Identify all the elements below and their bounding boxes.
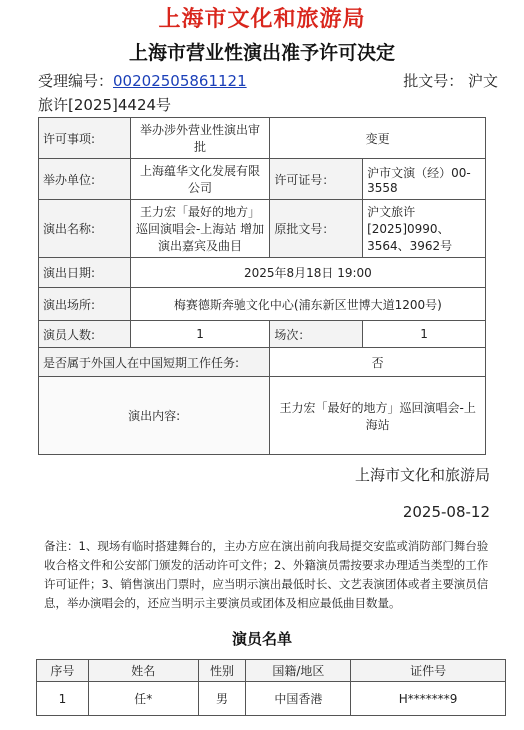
table-row: [39, 118, 486, 159]
approval-label: 批文号：: [403, 72, 464, 90]
receipt-number-link[interactable]: 00202505861121: [113, 72, 247, 90]
agency-header: 上海市文化和旅游局: [158, 7, 366, 32]
original-approval-label: 原批文号：: [270, 200, 363, 258]
header-cell: 性别: [198, 660, 246, 682]
show-name-label: 演出名称:: [39, 200, 131, 258]
venue-value: 梅赛德斯奔驰文化中心(浦东新区世博大道1200号): [130, 288, 485, 321]
performer-count-label: 演员人数:: [39, 321, 131, 348]
header-cell: 姓名: [88, 660, 198, 682]
table-cell: 男: [198, 682, 246, 716]
table-row: [39, 258, 486, 288]
receipt-label: 受理编号：: [38, 72, 114, 90]
table-row: [39, 377, 486, 455]
table-cell: 1: [37, 682, 89, 716]
table-row: [39, 288, 486, 321]
sessions-value: 1: [363, 321, 486, 348]
table-cell: 中国香港: [246, 682, 351, 716]
show-content-value: 王力宏「最好的地方」巡回演唱会-上海站: [270, 377, 486, 455]
header-cell: 证件号: [351, 660, 506, 682]
show-content-label: 演出内容:: [39, 377, 270, 455]
table-row: [39, 321, 486, 348]
table-row: [37, 682, 506, 716]
performer-list-title: 演员名单: [231, 630, 292, 648]
table-cell: 任*: [88, 682, 198, 716]
original-approval-value: 沪文旅许[2025]0990、3564、3962号: [363, 200, 486, 258]
approval-number: [403, 70, 498, 91]
license-value: 沪市文演（经）00-3558: [363, 159, 486, 200]
foreign-work-label: 是否属于外国人在中国短期工作任务:: [39, 348, 270, 377]
approval-number-rest: 旅许[2025]4424号: [38, 96, 172, 114]
performer-table: [36, 659, 506, 716]
performer-count-value: 1: [130, 321, 270, 348]
show-date-label: 演出日期:: [39, 258, 131, 288]
organizer-value: 上海蕴华文化发展有限公司: [130, 159, 270, 200]
permit-change-label: 变更: [270, 118, 486, 159]
header-cell: 国籍/地区: [246, 660, 351, 682]
table-row: [39, 200, 486, 258]
document-title: 上海市营业性演出准予许可决定: [128, 42, 395, 64]
venue-label: 演出场所:: [39, 288, 131, 321]
meta-line-2: [38, 94, 498, 115]
issue-date: 2025-08-12: [402, 503, 490, 521]
table-header-row: [37, 660, 506, 682]
show-name-value: 王力宏「最好的地方」巡回演唱会-上海站 增加演出嘉宾及曲目: [130, 200, 270, 258]
permit-item-label: 许可事项:: [39, 118, 131, 159]
header-cell: 序号: [37, 660, 89, 682]
permit-table: [38, 117, 486, 455]
issuer-signature: 上海市文化和旅游局: [354, 466, 490, 484]
notes: 备注：1、现场有临时搭建舞台的，主办方应在演出前向我局提交安监或消防部门舞台验收合格文件和公安部门颁发的活动许可文件；2、外籍演员需按要求办理适当类型的工作许可证件；3、销售演出门票时，应当明示演出最低时长、文艺表演团体或者主要演员信息，举办演唱会的，还应当明示主要演员或团体及相应最低曲目数量。: [44, 539, 489, 610]
organizer-label: 举办单位:: [39, 159, 131, 200]
show-date-value: 2025年8月18日 19:00: [130, 258, 485, 288]
license-label: 许可证号：: [270, 159, 363, 200]
sessions-label: 场次：: [270, 321, 363, 348]
meta-line-1: [38, 70, 498, 91]
approval-prefix: 沪文: [467, 72, 498, 90]
table-row: [39, 159, 486, 200]
table-row: [39, 348, 486, 377]
foreign-work-value: 否: [270, 348, 486, 377]
permit-item-value: 举办涉外营业性演出审批: [130, 118, 270, 159]
table-cell: H*******9: [351, 682, 506, 716]
